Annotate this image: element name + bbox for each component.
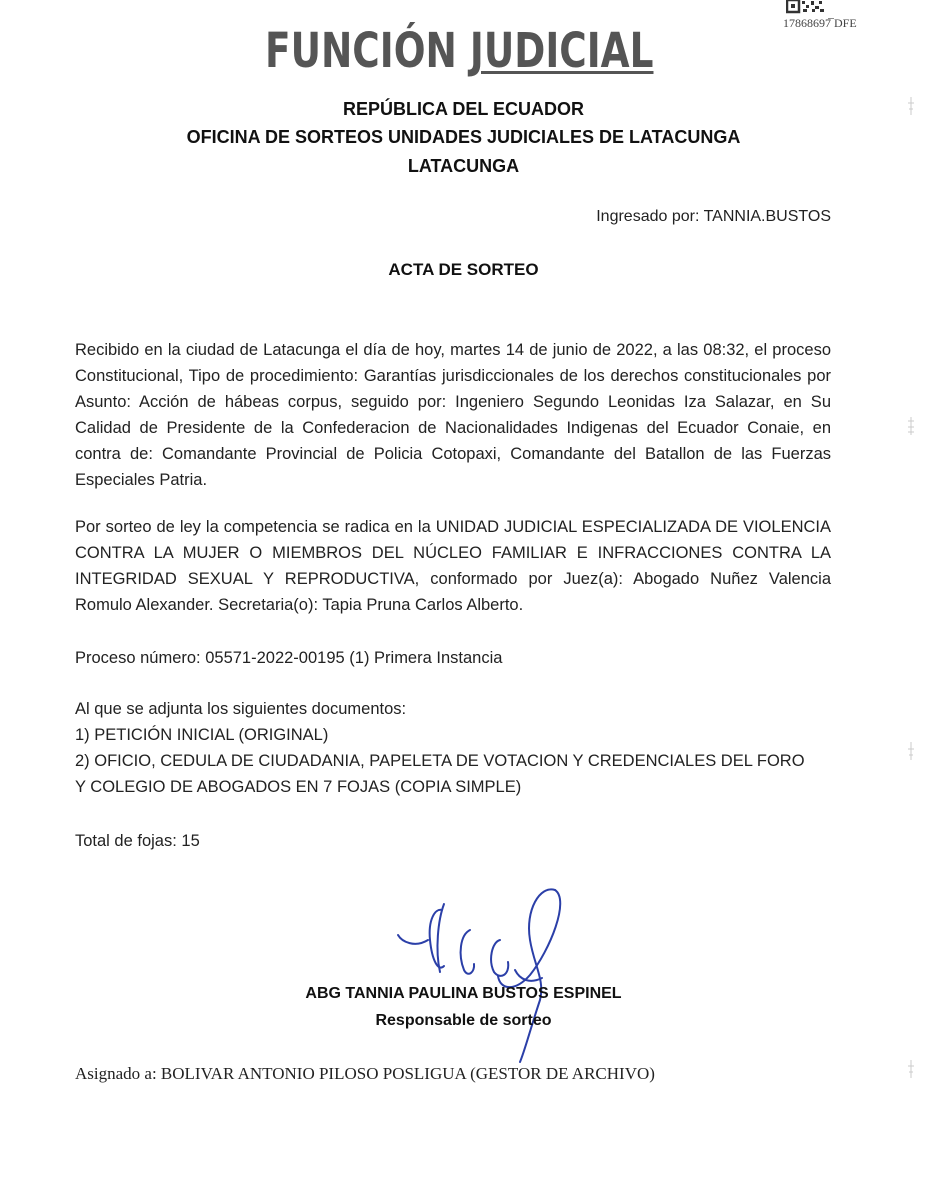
body-paragraph-sorteo: Por sorteo de ley la competencia se radica en la UNIDAD JUDICIAL ESPECIALIZADA DE VIOLENCIA CONTRA LA MUJER O MIEMBROS DEL NÚCLEO FAMILIAR E INFRACCIONES CONTRA LA INTEGRIDAD SEXUAL Y REPRODUCTIVA, conformado por Juez(a): Abogado Nuñez Valencia Romulo Alexander. Secretaria(o): Tapia Pruna Carlos Alberto. (75, 518, 831, 614)
proceso-numero: Proceso número: 05571-2022-00195 (1) Primera Instancia (75, 649, 503, 667)
asignado-a: Asignado a: BOLIVAR ANTONIO PILOSO POSLIGUA (GESTOR DE ARCHIVO) (75, 1064, 655, 1083)
heading-oficina: OFICINA DE SORTEOS UNIDADES JUDICIALES DE LATACUNGA (186, 127, 741, 147)
document-code: 17868697̅ DFE (783, 16, 857, 30)
signer-role: Responsable de sorteo (375, 1012, 552, 1029)
logo-word-judicial: JUDICIAL (469, 23, 654, 79)
heading-republica: REPÚBLICA DEL ECUADOR (342, 99, 584, 119)
scan-artifact (906, 1058, 916, 1080)
funcion-judicial-logo (265, 20, 654, 82)
adjunta-label: Al que se adjunta los siguientes documentos: (75, 700, 407, 718)
qr-code-icon (786, 0, 826, 14)
signer-name: ABG TANNIA PAULINA BUSTOS ESPINEL (305, 985, 622, 1002)
scan-artifact (906, 740, 916, 762)
total-fojas: Total de fojas: 15 (75, 832, 200, 850)
logo-word-funcion: FUNCIÓN (265, 23, 457, 79)
body-paragraph-recibido: Recibido en la ciudad de Latacunga el día de hoy, martes 14 de junio de 2022, a las 08:32, el proceso Constitucional, Tipo de procedimiento: Garantías jurisdiccionales de los derechos constitucionales por Asunto: Acción de hábeas corpus, seguido por: Ingeniero Segundo Leonidas Iza Salazar, en Su Calidad de Presidente de la Confederacion de Nacionalidades Indigenas del Ecuador Conaie, en contra de: Comandante Provincial de Policia Cotopaxi, Comandante del Batallon de las Fuerzas Especiales Patria. (75, 341, 831, 489)
document-list-item: 1) PETICIÓN INICIAL (ORIGINAL) (75, 726, 329, 744)
document-title: ACTA DE SORTEO (388, 260, 539, 279)
document-list-item: 2) OFICIO, CEDULA DE CIUDADANIA, PAPELETA DE VOTACION Y CREDENCIALES DEL FORO Y COLEGIO DE ABOGADOS EN 7 FOJAS (COPIA SIMPLE) (75, 752, 805, 796)
scan-artifact (906, 95, 916, 117)
scan-artifact (906, 415, 916, 437)
ingresado-por: Ingresado por: TANNIA.BUSTOS (596, 208, 831, 225)
heading-ciudad: LATACUNGA (407, 156, 520, 176)
handwritten-signature (380, 880, 590, 1065)
